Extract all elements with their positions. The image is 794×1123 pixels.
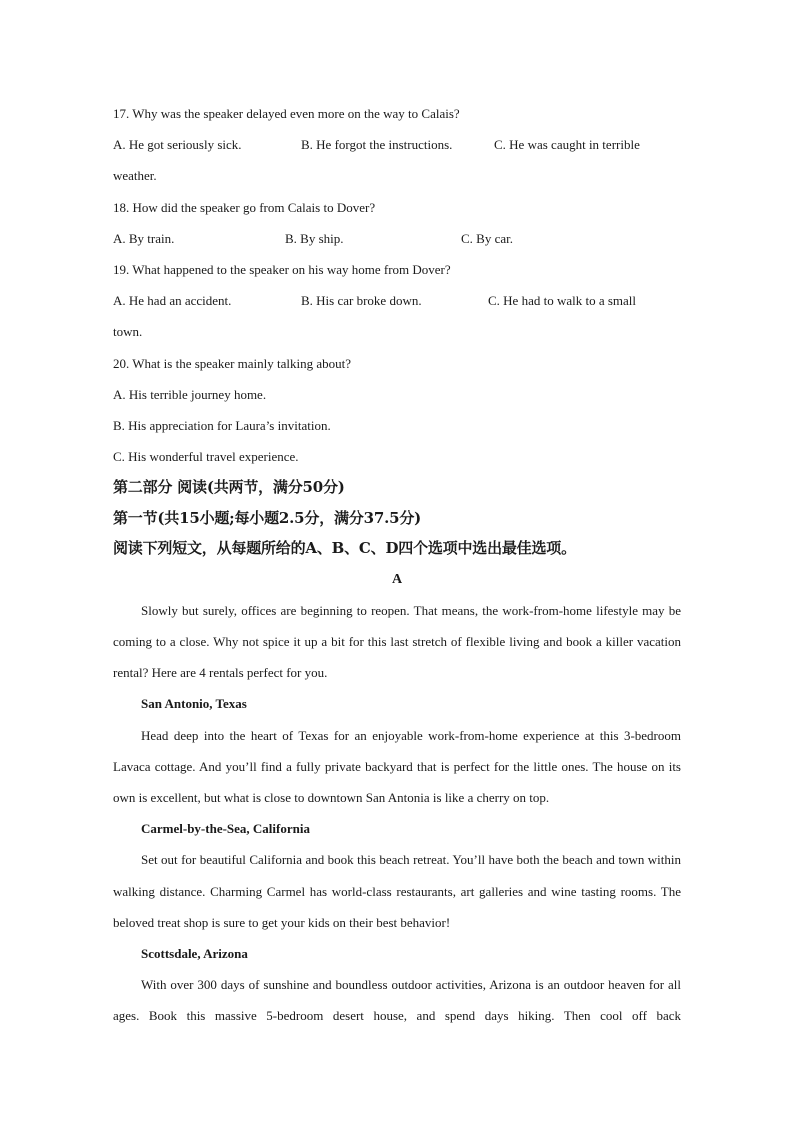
question-17-option-a: A. He got seriously sick. <box>113 137 242 153</box>
part-two-heading: 第二部分 阅读(共两节，满分50分) <box>113 478 345 497</box>
question-19-option-c-continued: town. <box>113 324 143 340</box>
question-18-option-a: A. By train. <box>113 230 175 246</box>
question-17-option-c: C. He was caught in terrible <box>494 137 640 153</box>
rental-heading-carmel: Carmel-by-the-Sea, California <box>141 821 310 837</box>
reading-instruction: 阅读下列短文，从每题所给的A、B、C、D四个选项中选出最佳选项。 <box>113 539 576 558</box>
question-18-stem: 18. How did the speaker go from Calais to Dover? <box>113 199 376 215</box>
question-17-stem: 17. Why was the speaker delayed even more on the way to Calais? <box>113 106 460 121</box>
question-19-option-a: A. He had an accident. <box>113 293 232 309</box>
question-18-option-b: B. By ship. <box>285 230 344 246</box>
rental-paragraph-scottsdale: With over 300 days of sunshine and boundless outdoor activities, Arizona is an outdoor heaven for all ages. Book this massive 5-bedroom desert house, and spend days hiking. Then cool off back <box>113 977 681 1024</box>
exam-page <box>113 98 681 1032</box>
rental-paragraph-carmel: Set out for beautiful California and book this beach retreat. You’ll have both the beach and town within walking distance. Charming Carmel has world-class restaurants, art galleries and wine tasting rooms. The beloved treat shop is sure to get your kids on their best behavior! <box>113 852 681 930</box>
rental-heading-san-antonio: San Antonio, Texas <box>141 696 247 712</box>
passage-intro: Slowly but surely, offices are beginning to reopen. That means, the work-from-home lifestyle may be coming to a close. Why not spice it up a bit for this last stretch of flexible living and book a killer vacation rental? Here are 4 rentals perfect for you. <box>113 602 681 681</box>
rental-paragraph-san-antonio: Head deep into the heart of Texas for an enjoyable work-from-home experience at this 3-bedroom Lavaca cottage. And you’ll find a fully private backyard that is perfect for the little ones. The house on its own is excellent, but what is close to downtown San Antonia is like a cherry on top. <box>113 727 681 805</box>
question-17-option-c-continued: weather. <box>113 168 157 184</box>
question-19-option-b: B. His car broke down. <box>301 293 422 309</box>
question-17-option-b: B. He forgot the instructions. <box>301 137 453 153</box>
question-20-option-b: B. His appreciation for Laura’s invitation. <box>113 417 331 433</box>
section-one-heading: 第一节(共15小题;每小题2.5分，满分37.5分) <box>113 508 422 527</box>
passage-label: A <box>391 571 403 587</box>
question-19-option-c: C. He had to walk to a small <box>488 293 637 309</box>
question-19-options <box>113 285 681 316</box>
question-20-option-a: A. His terrible journey home. <box>113 386 267 402</box>
question-18-options <box>113 223 681 254</box>
question-20-option-c: C. His wonderful travel experience. <box>113 449 299 465</box>
question-19-stem: 19. What happened to the speaker on his way home from Dover? <box>113 261 451 277</box>
question-18-option-c: C. By car. <box>461 230 513 246</box>
question-20-stem: 20. What is the speaker mainly talking about? <box>113 355 352 371</box>
question-17-options <box>113 129 681 160</box>
rental-heading-scottsdale: Scottsdale, Arizona <box>141 945 248 961</box>
